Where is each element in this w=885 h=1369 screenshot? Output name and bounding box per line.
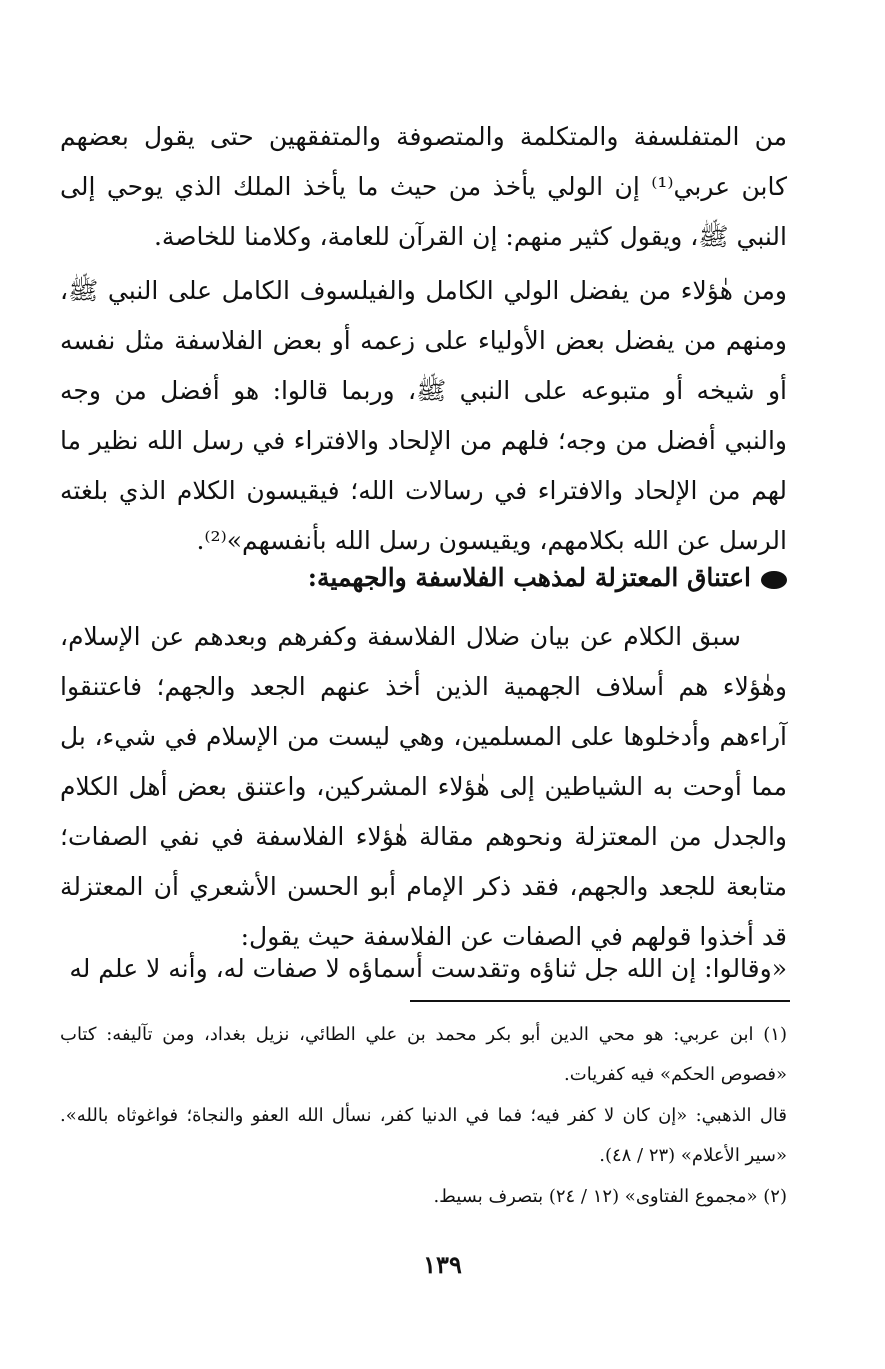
footnote-1-continued: قال الذهبي: «إن كان لا كفر فيه؛ فما في الدنيا كفر، نسأل الله العفو والنجاة؛ فواغوثاه بالله». «سير الأعلام» (٢٣ / ٤٨). xyxy=(60,1105,787,1166)
paragraph-3: سبق الكلام عن بيان ضلال الفلاسفة وكفرهم وبعدهم عن الإسلام، وهٰؤلاء هم أسلاف الجهمية الذين أخذ عنهم الجعد والجهم؛ فاعتنقوا آراءهم وأدخلوها على المسلمين، وهي ليست من الإسلام في شيء، بل مما أوحت به الشياطين إلى هٰؤلاء المشركين، واعتنق بعض أهل الكلام والجدل من المعتزلة ونحوهم مقالة هٰؤلاء الفلاسفة في نفي الصفات؛ متابعة للجعد والجهم، فقد ذكر الإمام أبو الحسن الأشعري أن المعتزلة قد أخذوا قولهم في الصفات عن الفلاسفة حيث يقول: xyxy=(60,622,787,951)
section-heading xyxy=(60,553,787,603)
bullet-icon xyxy=(761,571,787,589)
page-number: ١٣٩ xyxy=(423,1250,462,1279)
paragraph-4-quote: «وقالوا: إن الله جل ثناؤه وتقدست أسماؤه لا صفات له، وأنه لا علم له xyxy=(69,954,787,983)
section-heading-text: اعتناق المعتزلة لمذهب الفلاسفة والجهمية: xyxy=(307,563,751,592)
footnote-1: (١) ابن عربي: هو محي الدين أبو بكر محمد بن علي الطائي، نزيل بغداد، ومن تآليفه: كتاب «فصوص الحكم» فيه كفريات. xyxy=(60,1024,787,1085)
paragraph-2: ومن هٰؤلاء من يفضل الولي الكامل والفيلسوف الكامل على النبي ﷺ، ومنهم من يفضل بعض الأولياء على زعمه أو بعض الفلاسفة مثل نفسه أو شيخه أو متبوعه على النبي ﷺ، وربما قالوا: هو أفضل من وجه والنبي أفضل من وجه؛ فلهم من الإلحاد والافتراء في رسل الله نظير ما لهم من الإلحاد والافتراء في رسالات الله؛ فيقيسون الكلام الذي بلغته الرسل عن الله بكلامهم، ويقيسون رسل الله بأنفسهم»⁽²⁾. xyxy=(60,276,787,555)
footnote-2: (٢) «مجموع الفتاوى» (١٢ / ٢٤) بتصرف بسيط. xyxy=(433,1186,787,1207)
footnote-divider xyxy=(410,1000,790,1002)
paragraph-1: من المتفلسفة والمتكلمة والمتصوفة والمتفقهين حتى يقول بعضهم كابن عربي⁽¹⁾ إن الولي يأخذ من حيث ما يأخذ الملك الذي يوحي إلى النبي ﷺ، ويقول كثير منهم: إن القرآن للعامة، وكلامنا للخاصة. xyxy=(60,122,787,251)
